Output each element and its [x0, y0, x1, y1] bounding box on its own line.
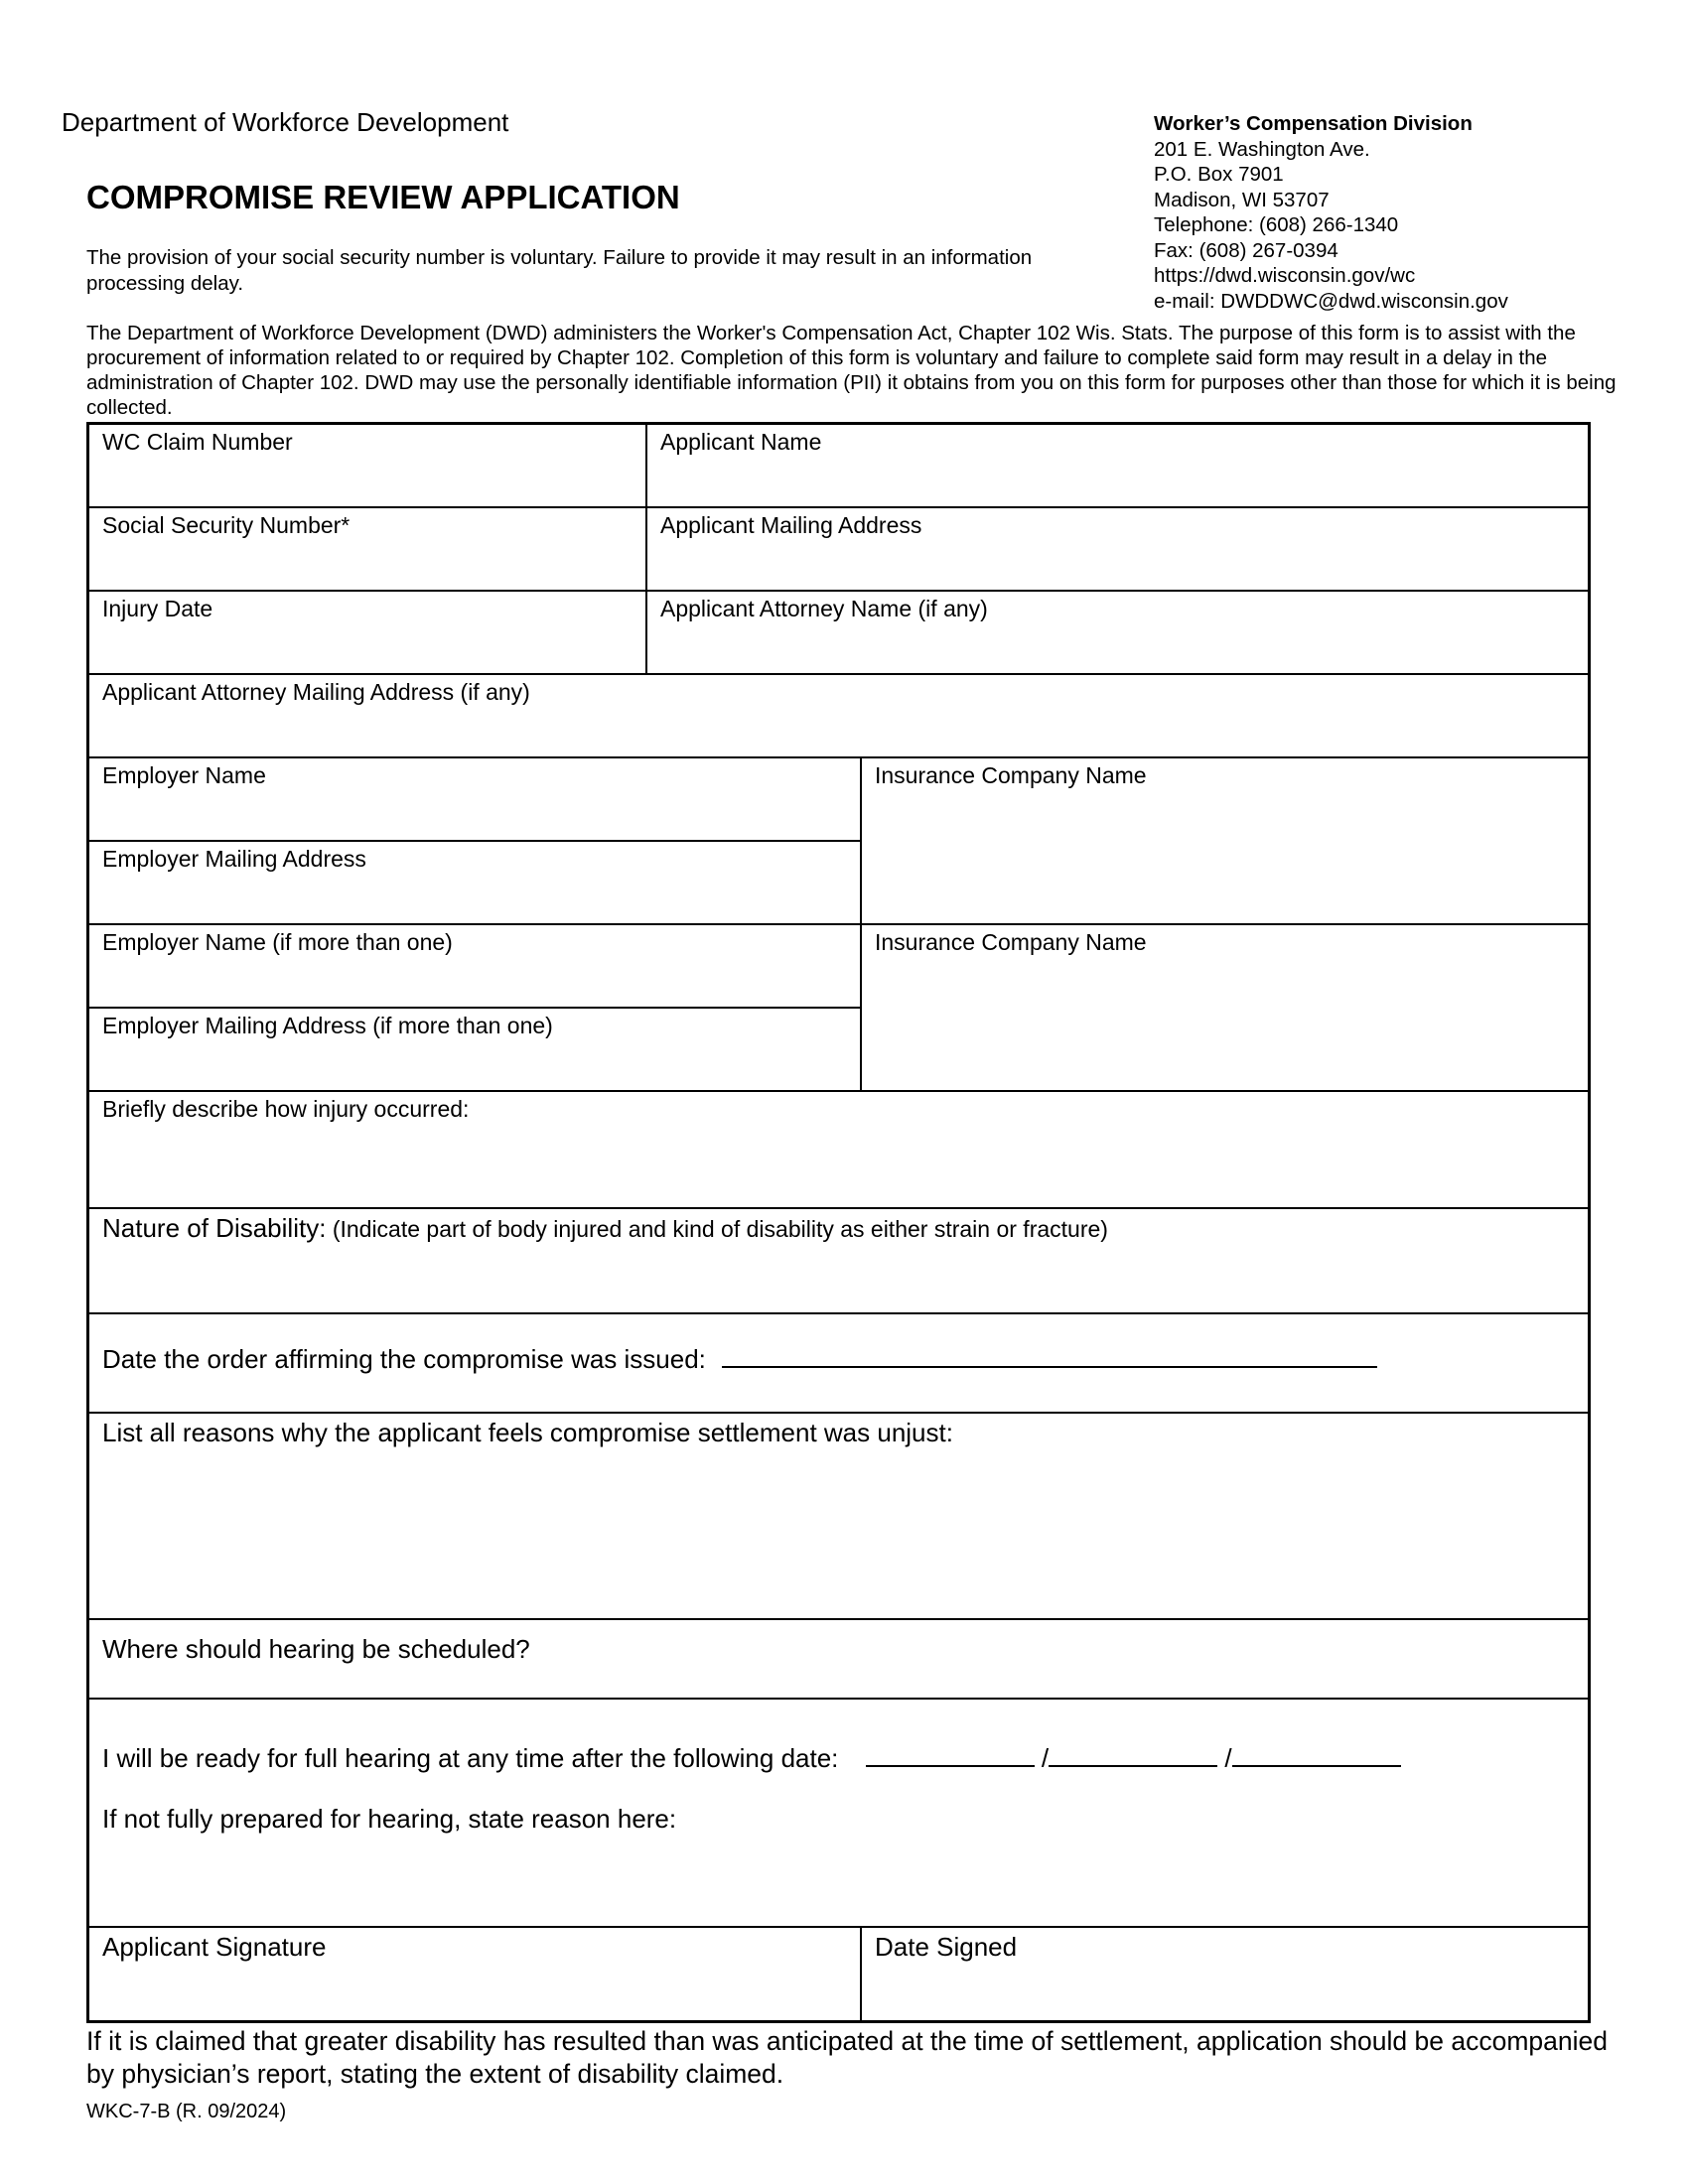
hearing-readiness-section — [89, 1700, 1588, 1928]
physician-report-note: If it is claimed that greater disability has resulted than was anticipated at the time of settlement, application should be accompanied by physician’s report, stating the extent of disability claimed. — [86, 2026, 1608, 2089]
date-separator: / — [1041, 1743, 1050, 1773]
date-signed-label: Date Signed — [875, 1932, 1018, 1962]
applicant-signature-label: Applicant Signature — [102, 1932, 327, 1962]
wc-claim-number-label: WC Claim Number — [102, 429, 293, 455]
order-date-line[interactable] — [722, 1366, 1377, 1368]
employer-address-2-label: Employer Mailing Address (if more than one) — [102, 1013, 553, 1038]
form-number: WKC-7-B (R. 09/2024) — [86, 2101, 287, 2122]
address-street: 201 E. Washington Ave. — [1154, 137, 1370, 161]
ssn-label: Social Security Number* — [102, 512, 351, 538]
not-prepared-label: If not fully prepared for hearing, state reason here: — [102, 1804, 677, 1834]
insurance-company-label-2: Insurance Company Name — [875, 929, 1147, 955]
ssn-notice: The provision of your social security number is voluntary. Failure to provide it may result in an information processing delay. — [86, 246, 1033, 295]
applicant-signature-field[interactable] — [89, 1928, 862, 2020]
attorney-address-field[interactable] — [89, 675, 1588, 758]
employer-name-field[interactable] — [89, 758, 862, 842]
injury-date-label: Injury Date — [102, 596, 213, 621]
division-address-block — [1154, 111, 1508, 314]
address-email[interactable]: e-mail: DWDDWC@dwd.wisconsin.gov — [1154, 289, 1508, 313]
ready-date-year-line[interactable] — [1232, 1765, 1401, 1767]
hearing-location-label: Where should hearing be scheduled? — [102, 1634, 530, 1664]
order-date-label: Date the order affirming the compromise was issued: — [102, 1344, 706, 1374]
order-date-field[interactable] — [89, 1314, 1588, 1414]
attorney-name-label: Applicant Attorney Name (if any) — [660, 596, 988, 621]
ssn-field[interactable] — [89, 508, 647, 592]
employer-name-2-label: Employer Name (if more than one) — [102, 929, 453, 955]
address-telephone: Telephone: (608) 266-1340 — [1154, 213, 1399, 236]
application-form — [86, 422, 1591, 2023]
date-separator: / — [1224, 1743, 1232, 1773]
employer-address-label: Employer Mailing Address — [102, 846, 366, 872]
employer-address-2-field[interactable] — [89, 1009, 862, 1092]
attorney-address-label: Applicant Attorney Mailing Address (if any) — [102, 679, 530, 705]
ready-date-month-line[interactable] — [866, 1765, 1035, 1767]
disability-hint: (Indicate part of body injured and kind of disability as either strain or fracture) — [332, 1216, 1108, 1242]
form-title: COMPROMISE REVIEW APPLICATION — [86, 179, 680, 215]
department-name: Department of Workforce Development — [62, 107, 509, 137]
injury-description-field[interactable] — [89, 1092, 1588, 1209]
applicant-name-label: Applicant Name — [660, 429, 822, 455]
reasons-field[interactable] — [89, 1414, 1588, 1620]
disability-label: Nature of Disability: — [102, 1213, 327, 1243]
division-name: Worker’s Compensation Division — [1154, 112, 1473, 135]
reasons-label: List all reasons why the applicant feels compromise settlement was unjust: — [102, 1418, 953, 1447]
injury-description-label: Briefly describe how injury occurred: — [102, 1096, 470, 1122]
wc-claim-number-field[interactable] — [89, 425, 647, 508]
injury-date-field[interactable] — [89, 592, 647, 675]
address-po-box: P.O. Box 7901 — [1154, 163, 1284, 186]
purpose-notice: The Department of Workforce Development (DWD) administers the Worker's Compensation Act, Chapter 102 Wis. Stats. The purpose of this form is to assist with the procurement of information related to or required by Chapter 102. Completion of this form is voluntary and failure to complete said form may result in a delay in the administration of Chapter 102. DWD may use the personally identifiable information (PII) it obtains from you on this form for purposes other than those for which it is being collected. — [86, 322, 1617, 419]
applicant-name-field[interactable] — [647, 425, 1588, 508]
date-signed-field[interactable] — [862, 1928, 1588, 2020]
attorney-name-field[interactable] — [647, 592, 1588, 675]
ready-date-day-line[interactable] — [1049, 1765, 1217, 1767]
address-city: Madison, WI 53707 — [1154, 188, 1330, 211]
hearing-location-field[interactable] — [89, 1620, 1588, 1700]
insurance-company-label-1: Insurance Company Name — [875, 762, 1147, 788]
ready-date-label: I will be ready for full hearing at any time after the following date: — [102, 1743, 839, 1773]
insurance-company-field-2[interactable] — [862, 925, 1588, 1092]
address-fax: Fax: (608) 267-0394 — [1154, 238, 1338, 262]
applicant-mailing-address-field[interactable] — [647, 508, 1588, 592]
employer-name-label: Employer Name — [102, 762, 266, 788]
employer-address-field[interactable] — [89, 842, 862, 925]
disability-field[interactable] — [89, 1209, 1588, 1314]
insurance-company-field-1[interactable] — [862, 758, 1588, 925]
applicant-mailing-address-label: Applicant Mailing Address — [660, 512, 922, 538]
address-website[interactable]: https://dwd.wisconsin.gov/wc — [1154, 264, 1416, 287]
employer-name-2-field[interactable] — [89, 925, 862, 1009]
